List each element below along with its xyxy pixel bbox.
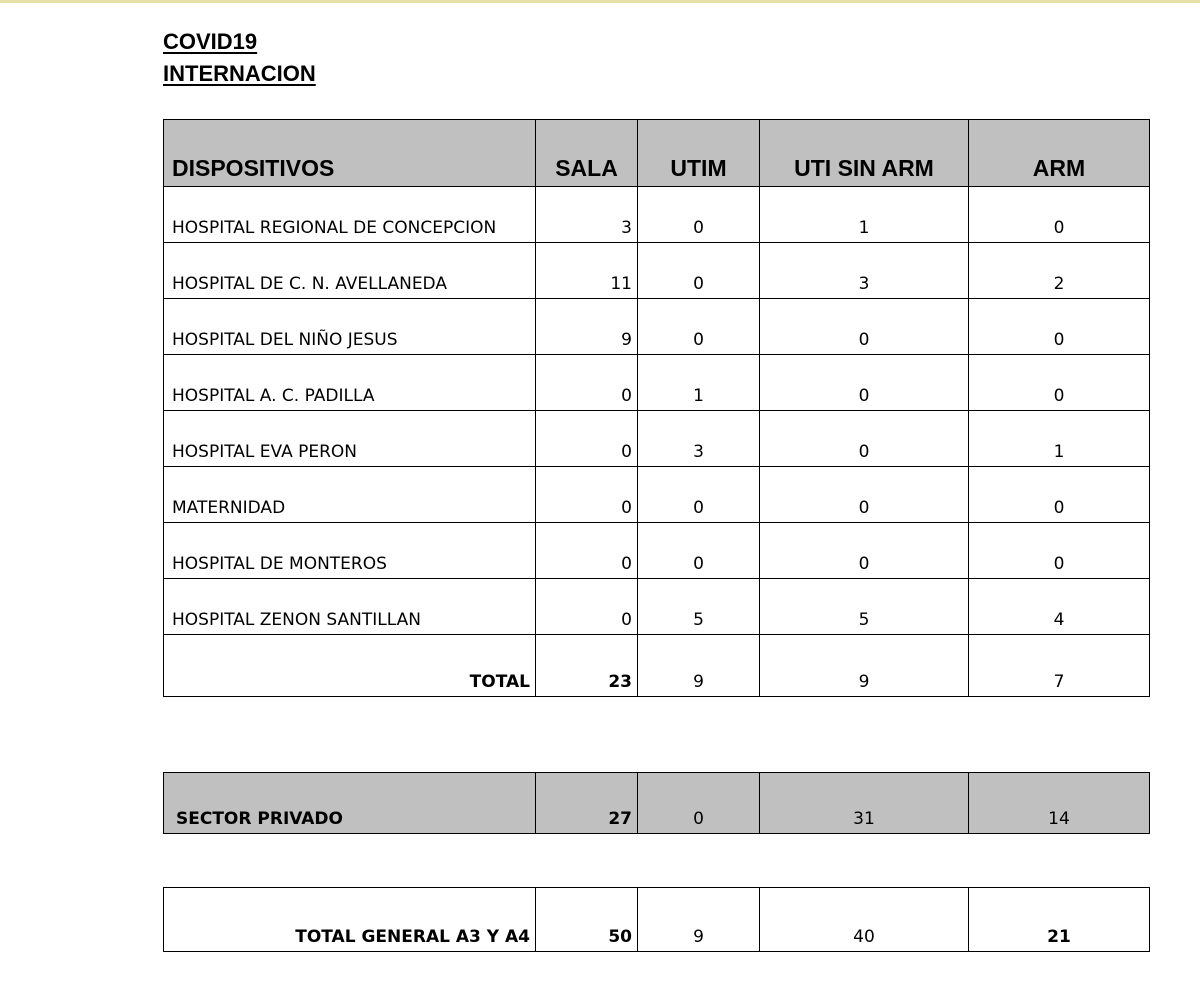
utim-value: 0 [638, 187, 760, 243]
table-header-row [164, 120, 1150, 187]
sala-value: 11 [536, 243, 638, 299]
uti-sin-arm-value: 0 [760, 411, 969, 467]
uti-sin-arm-value: 0 [760, 467, 969, 523]
arm-value: 2 [969, 243, 1150, 299]
sala-value: 0 [536, 579, 638, 635]
sala-value: 0 [536, 523, 638, 579]
sala-value: 0 [536, 411, 638, 467]
arm-value: 0 [969, 187, 1150, 243]
table-row [164, 187, 1150, 243]
sala-value: 0 [536, 355, 638, 411]
table-row [164, 355, 1150, 411]
header-arm: ARM [969, 120, 1150, 187]
total-label: TOTAL [164, 635, 536, 697]
table-row [164, 523, 1150, 579]
general-total-table [163, 887, 1150, 952]
private-sector-table [163, 772, 1150, 834]
table-row [164, 467, 1150, 523]
hospital-name: HOSPITAL DE C. N. AVELLANEDA [164, 243, 536, 299]
utim-value: 0 [638, 467, 760, 523]
hospital-name: HOSPITAL DE MONTEROS [164, 523, 536, 579]
total-uti-sin-arm: 9 [760, 635, 969, 697]
general-total-label: TOTAL GENERAL A3 Y A4 [164, 888, 536, 952]
uti-sin-arm-value: 0 [760, 299, 969, 355]
utim-value: 5 [638, 579, 760, 635]
table-row [164, 243, 1150, 299]
private-uti-sin-arm: 31 [760, 773, 969, 834]
arm-value: 0 [969, 467, 1150, 523]
uti-sin-arm-value: 3 [760, 243, 969, 299]
utim-value: 3 [638, 411, 760, 467]
private-arm: 14 [969, 773, 1150, 834]
table-row [164, 299, 1150, 355]
uti-sin-arm-value: 0 [760, 523, 969, 579]
arm-value: 0 [969, 523, 1150, 579]
arm-value: 1 [969, 411, 1150, 467]
private-sector-label: SECTOR PRIVADO [164, 773, 536, 834]
uti-sin-arm-value: 1 [760, 187, 969, 243]
arm-value: 0 [969, 299, 1150, 355]
total-sala: 23 [536, 635, 638, 697]
private-utim: 0 [638, 773, 760, 834]
arm-value: 4 [969, 579, 1150, 635]
uti-sin-arm-value: 5 [760, 579, 969, 635]
arm-value: 0 [969, 355, 1150, 411]
header-uti-sin-arm: UTI SIN ARM [760, 120, 969, 187]
sala-value: 0 [536, 467, 638, 523]
sala-value: 9 [536, 299, 638, 355]
general-uti-sin-arm: 40 [760, 888, 969, 952]
total-row [164, 635, 1150, 697]
total-utim: 9 [638, 635, 760, 697]
general-utim: 9 [638, 888, 760, 952]
general-total-row [164, 888, 1150, 952]
sala-value: 3 [536, 187, 638, 243]
utim-value: 1 [638, 355, 760, 411]
hospital-name: HOSPITAL REGIONAL DE CONCEPCION [164, 187, 536, 243]
header-dispositivos: DISPOSITIVOS [164, 120, 536, 187]
general-arm: 21 [969, 888, 1150, 952]
utim-value: 0 [638, 243, 760, 299]
hospital-name: HOSPITAL A. C. PADILLA [164, 355, 536, 411]
document-subtitle: INTERNACION [163, 61, 316, 86]
top-border-line [0, 0, 1200, 3]
document-title: COVID19 [163, 29, 258, 54]
private-sector-row [164, 773, 1150, 834]
hospital-name: HOSPITAL ZENON SANTILLAN [164, 579, 536, 635]
table-row [164, 579, 1150, 635]
hospital-name: HOSPITAL EVA PERON [164, 411, 536, 467]
hospital-name: HOSPITAL DEL NIÑO JESUS [164, 299, 536, 355]
internacion-table [163, 119, 1150, 697]
uti-sin-arm-value: 0 [760, 355, 969, 411]
utim-value: 0 [638, 299, 760, 355]
hospital-name: MATERNIDAD [164, 467, 536, 523]
table-row [164, 411, 1150, 467]
private-sala: 27 [536, 773, 638, 834]
header-utim: UTIM [638, 120, 760, 187]
total-arm: 7 [969, 635, 1150, 697]
header-sala: SALA [536, 120, 638, 187]
general-sala: 50 [536, 888, 638, 952]
utim-value: 0 [638, 523, 760, 579]
